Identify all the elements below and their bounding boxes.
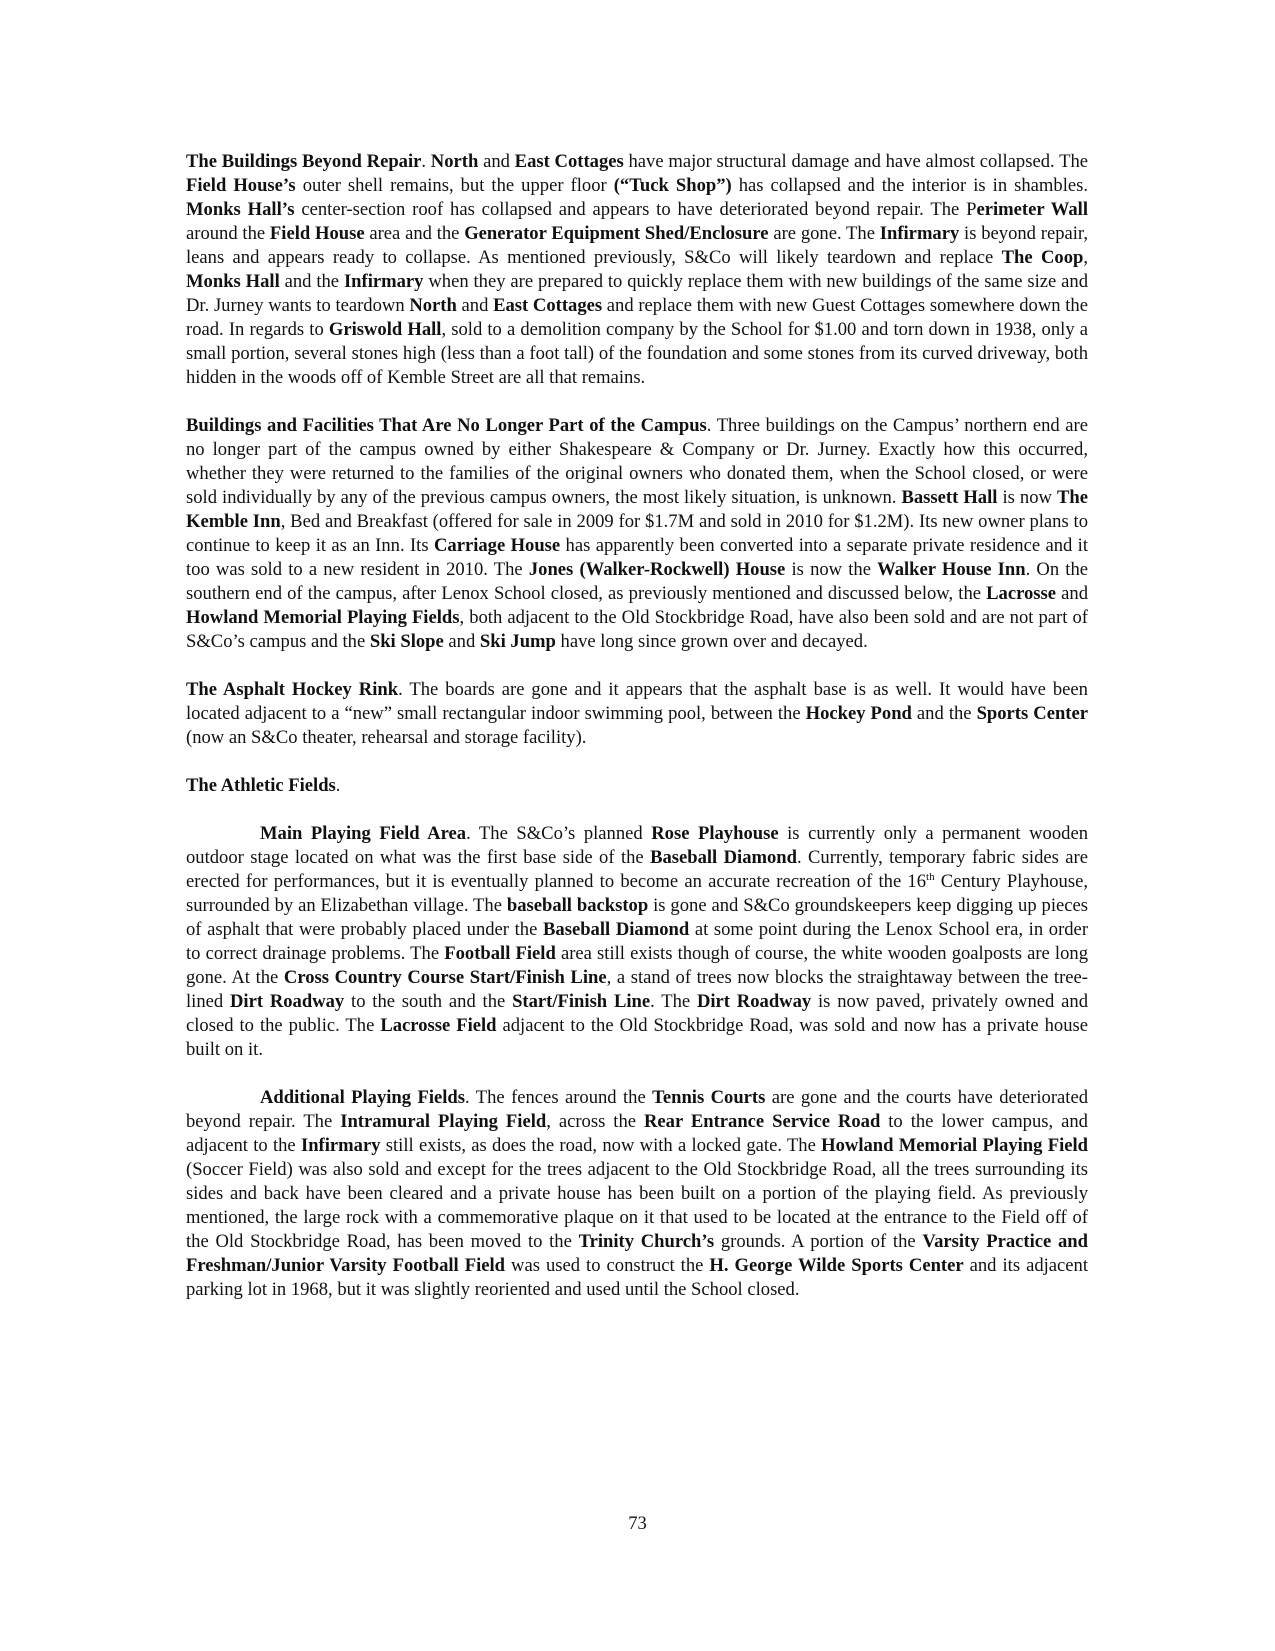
text-run: , across the [546, 1111, 644, 1132]
paragraph-asphalt-hockey-rink [186, 678, 1088, 750]
heading-athletic-fields [186, 774, 1088, 798]
bold-term: Field House’s [186, 175, 296, 196]
bold-term: Howland Memorial Playing Fields [186, 607, 460, 628]
text-run: was used to construct the [505, 1255, 710, 1276]
bold-term: Walker House Inn [877, 559, 1026, 580]
bold-term: The Kemble Inn [186, 487, 1088, 532]
text-run: . The fences around the [465, 1087, 653, 1108]
bold-term: Sports Center [976, 703, 1088, 724]
text-run: are gone. The [768, 223, 880, 244]
bold-term: Monks Hall’s [186, 199, 295, 220]
bold-term: Start/Finish Line [512, 991, 651, 1012]
bold-term: The Buildings Beyond Repair [186, 151, 422, 172]
bold-term: Generator Equipment Shed/Enclosure [464, 223, 769, 244]
text-run: have major structural damage and have almost collapsed. The [623, 151, 1088, 172]
bold-term: Dirt Roadway [229, 991, 345, 1012]
text-run: still exists, as does the road, now with a locked gate. The [380, 1135, 822, 1156]
text-run: when they are prepared to quickly replace them with new buildings of the same size and Dr. Jurney wants to teardown [186, 271, 1088, 316]
text-run: . The boards are gone and it appears that the asphalt base is as well. It would have been located adjacent to a “new” small rectangular indoor swimming pool, between the [186, 679, 1088, 724]
paragraph-additional-playing-fields [186, 1086, 1088, 1302]
text-run: has apparently been converted into a separate private residence and it too was sold to a new resident in 2010. The [186, 535, 1089, 580]
text-run: center-section roof has collapsed and appears to have deteriorated beyond repair. The P [294, 199, 977, 220]
text-run: outer shell remains, but the upper floor [295, 175, 614, 196]
bold-term: Hockey Pond [805, 703, 912, 724]
bold-term: baseball backstop [506, 895, 649, 916]
text-run: adjacent to the Old Stockbridge Road, was sold and now has a private house built on it. [186, 1015, 1088, 1060]
text-run: , sold to a demolition company by the School for $1.00 and torn down in 1938, only a small portion, several stones high (less than a foot tall) of the foundation and some stones from its curved driveway, both hidden in the woods off of Kemble Street are all that remains. [186, 319, 1088, 388]
bold-term: Main Playing Field Area [260, 823, 467, 844]
text-run: . [421, 151, 431, 172]
bold-term: East Cottages [493, 295, 603, 316]
bold-term: Rear Entrance Service Road [643, 1111, 881, 1132]
bold-term: East Cottages [514, 151, 624, 172]
text-run: area still exists though of course, the white wooden goalposts are long gone. At the [186, 943, 1088, 988]
bold-term: Carriage House [433, 535, 561, 556]
text-run: is now the [785, 559, 878, 580]
text-run: Century Playhouse, surrounded by an Elizabethan village. The [186, 871, 1088, 916]
bold-term: The Asphalt Hockey Rink [186, 679, 399, 700]
bold-term: Dirt Roadway [696, 991, 812, 1012]
text-run: is now [997, 487, 1057, 508]
bold-term: Buildings and Facilities That Are No Longer Part of the Campus [186, 415, 707, 436]
superscript: th [926, 870, 935, 883]
bold-term: Trinity Church’s [578, 1231, 715, 1252]
text-run: and the [279, 271, 344, 292]
text-run: and [1056, 583, 1089, 604]
text-run: (now an S&Co theater, rehearsal and storage facility). [186, 727, 587, 748]
page-number: 73 [628, 1513, 647, 1534]
bold-term: erimeter Wall [976, 199, 1088, 220]
bold-term: Lacrosse [986, 583, 1057, 604]
bold-term: Lacrosse Field [380, 1015, 497, 1036]
text-run: at some point during the Lenox School era, in order to correct drainage problems. The [186, 919, 1089, 964]
text-run: to the lower campus, and adjacent to the [186, 1111, 1088, 1156]
text-run: are gone and the courts have deteriorated beyond repair. The [186, 1087, 1088, 1132]
bold-term: Intramural Playing Field [340, 1111, 547, 1132]
bold-term: Infirmary [343, 271, 424, 292]
text-run: is now paved, privately owned and closed to the public. The [186, 991, 1088, 1036]
text-run: to the south and the [344, 991, 513, 1012]
bold-term: Baseball Diamond [543, 919, 690, 940]
text-run: area and the [364, 223, 465, 244]
bold-term: Varsity Practice and Freshman/Junior Varsity Football Field [186, 1231, 1088, 1276]
text-run: , a stand of trees now blocks the straightaway between the tree-lined [186, 967, 1088, 1012]
text-run: . The [650, 991, 697, 1012]
bold-term: Bassett Hall [901, 487, 998, 508]
bold-term: Field House [269, 223, 365, 244]
document-body [186, 150, 1088, 1326]
text-run: is currently only a permanent wooden outdoor stage located on what was the first base side of the [186, 823, 1089, 868]
bold-term: Infirmary [879, 223, 960, 244]
bold-term: Griswold Hall [328, 319, 442, 340]
text-run: . The S&Co’s planned [466, 823, 652, 844]
text-run: . [335, 775, 341, 796]
text-run: and [443, 631, 480, 652]
text-run: has collapsed and the interior is in shambles. [731, 175, 1088, 196]
bold-term: North [409, 295, 457, 316]
text-run: and [478, 151, 515, 172]
bold-term: Additional Playing Fields [260, 1087, 466, 1108]
bold-term: Rose Playhouse [651, 823, 779, 844]
text-run: . Currently, temporary fabric sides are erected for performances, but it is eventually planned to become an accurate recreation of the 16 [186, 847, 1088, 892]
paragraph-buildings-beyond-repair [186, 150, 1088, 390]
text-run: , both adjacent to the Old Stockbridge Road, have also been sold and are not part of S&Co’s campus and the [186, 607, 1088, 652]
text-run: and its adjacent parking lot in 1968, but it was slightly reoriented and used until the School closed. [186, 1255, 1089, 1300]
text-run: and the [911, 703, 977, 724]
text-run: (Soccer Field) was also sold and except for the trees adjacent to the Old Stockbridge Road, all the trees surrounding its sides and back have been cleared and a private house has been built on a portion of the playing field. As previously mentioned, the large rock with a commemorative plaque on it that used to be located at the entrance to the Field off of the Old Stockbridge Road, has been moved to the [186, 1159, 1088, 1252]
paragraph-no-longer-part-of-campus [186, 414, 1088, 654]
bold-term: Infirmary [300, 1135, 381, 1156]
bold-term: Football Field [444, 943, 556, 964]
bold-term: Ski Slope [369, 631, 444, 652]
text-run: around the [186, 223, 270, 244]
text-run: is beyond repair, leans and appears ready to collapse. As mentioned previously, S&Co will likely teardown and replace [186, 223, 1089, 268]
text-run: , [1083, 247, 1088, 268]
text-run: and replace them with new Guest Cottages somewhere down the road. In regards to [186, 295, 1088, 340]
bold-term: The Athletic Fields [186, 775, 336, 796]
paragraph-main-playing-field-area [186, 822, 1088, 1062]
bold-term: North [430, 151, 479, 172]
text-run: and [456, 295, 494, 316]
text-run: grounds. A portion of the [714, 1231, 923, 1252]
text-run: . Three buildings on the Campus’ northern end are no longer part of the campus owned by either Shakespeare & Company or Dr. Jurney. Exactly how this occurred, whether they were returned to the families of the original owners who donated them, when the School closed, or were sold individually by any of the previous campus owners, the most likely situation, is unknown. [186, 415, 1088, 508]
bold-term: Howland Memorial Playing Field [821, 1135, 1088, 1156]
text-run: , Bed and Breakfast (offered for sale in 2009 for $1.7M and sold in 2010 for $1.2M). Its new owner plans to continue to keep it as an Inn. Its [186, 511, 1088, 556]
text-run: have long since grown over and decayed. [555, 631, 868, 652]
bold-term: (“Tuck Shop”) [613, 175, 732, 196]
bold-term: Baseball Diamond [650, 847, 797, 868]
bold-term: The Coop [1001, 247, 1084, 268]
bold-term: Ski Jump [479, 631, 556, 652]
text-run: . On the southern end of the campus, after Lenox School closed, as previously mentioned and discussed below, the [186, 559, 1088, 604]
bold-term: Cross Country Course Start/Finish Line [283, 967, 607, 988]
bold-term: Tennis Courts [652, 1087, 766, 1108]
text-run: is gone and S&Co groundskeepers keep digging up pieces of asphalt that were probably placed under the [186, 895, 1088, 940]
bold-term: Monks Hall [186, 271, 280, 292]
bold-term: H. George Wilde Sports Center [709, 1255, 964, 1276]
bold-term: Jones (Walker-Rockwell) House [528, 559, 786, 580]
